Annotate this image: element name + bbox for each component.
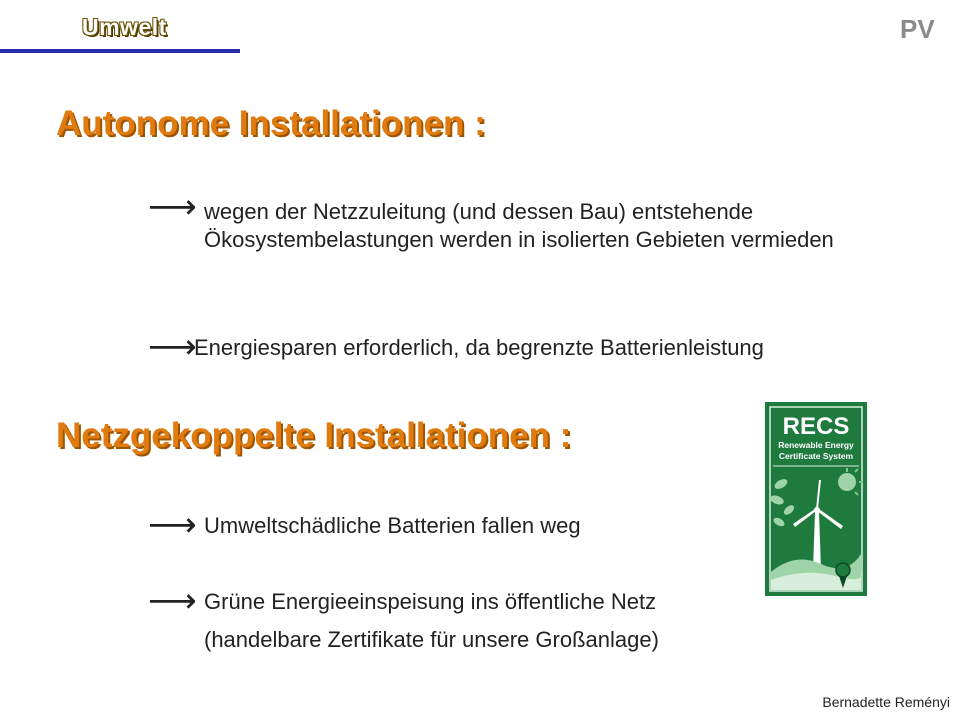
section-title-autonomous: Autonome Installationen : (56, 104, 486, 143)
bullet-text: (handelbare Zertifikate für unsere Großanlage) (204, 627, 659, 652)
arrow-icon: ⟶ (148, 327, 197, 367)
bullet-text: wegen der Netzzuleitung (und dessen Bau) entstehende Ökosystembelastungen werden in isolierten Gebieten vermieden (204, 199, 834, 252)
topic-underline (0, 49, 240, 53)
section-title-grid-connected: Netzgekoppelte Installationen : (56, 416, 572, 455)
logo-line1: Renewable Energy (778, 440, 854, 450)
recs-logo (765, 402, 867, 596)
logo-line2: Certificate System (778, 451, 854, 461)
logo-title: RECS (782, 413, 850, 440)
arrow-icon: ⟶ (148, 581, 197, 621)
bullet-text: Energiesparen erforderlich, da begrenzte Batterienleistung (194, 335, 764, 360)
bullet-text: Grüne Energieeinspeisung ins öffentliche Netz (204, 589, 657, 614)
arrow-icon: ⟶ (148, 187, 197, 227)
corner-tag: PV (900, 14, 935, 44)
bullet-text: Umweltschädliche Batterien fallen weg (204, 513, 581, 538)
arrow-icon: ⟶ (148, 505, 197, 545)
author-credit: Bernadette Reményi (822, 694, 950, 710)
topic-label: Umwelt (82, 14, 167, 40)
